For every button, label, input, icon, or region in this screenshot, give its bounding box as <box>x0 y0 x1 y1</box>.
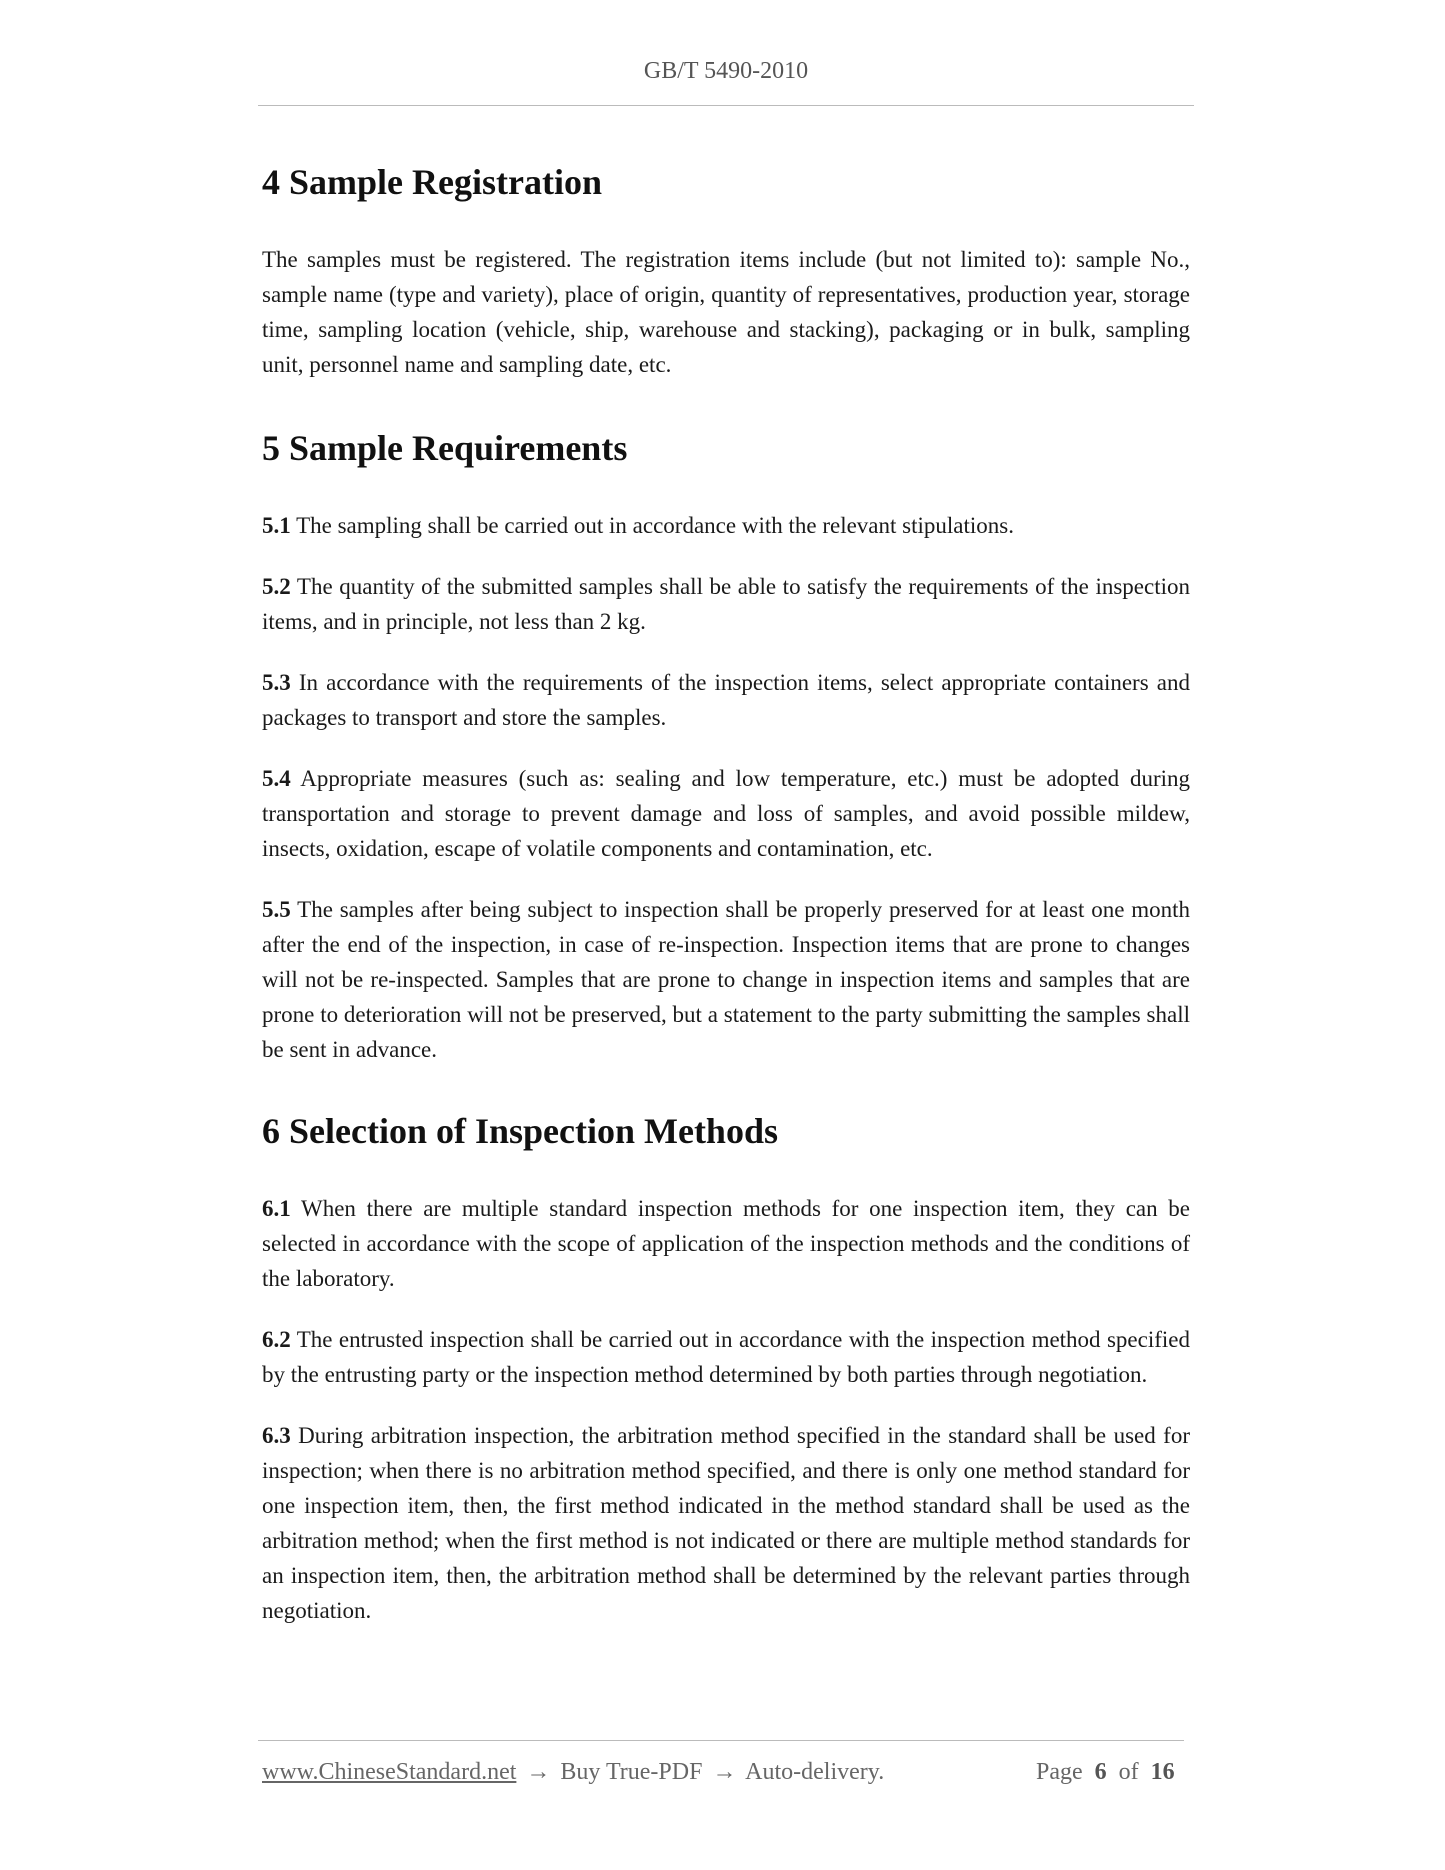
header-divider <box>258 105 1194 106</box>
arrow-right-icon: → <box>712 1759 737 1785</box>
buy-pdf-text: Buy True-PDF <box>560 1759 703 1785</box>
clause-text: When there are multiple standard inspection methods for one inspection item, they can be selected in accordance with the scope of application of the inspection methods and the conditions of the laboratory. <box>262 1196 1190 1291</box>
clause-number: 6.1 <box>262 1196 291 1221</box>
section-4-body: The samples must be registered. The registration items include (but not limited to): sample No., sample name (type and variety), place of origin, quantity of representatives, production year, storage time, sampling location (vehicle, ship, warehouse and stacking), packaging or in bulk, sampling unit, personnel name and sampling date, etc. <box>262 247 1190 377</box>
footer-links <box>262 1759 884 1786</box>
clause-5-2 <box>262 569 1190 639</box>
clause-text: The samples after being subject to inspection shall be properly preserved for at least one month after the end of the inspection, in case of re-inspection. Inspection items that are prone to changes will not be re-inspected. Samples that are prone to change in inspection items and samples that are prone to deterioration will not be preserved, but a statement to the party submitting the samples shall be sent in advance. <box>262 897 1190 1062</box>
clause-5-3 <box>262 665 1190 735</box>
clause-6-1 <box>262 1191 1190 1296</box>
clause-number: 5.4 <box>262 766 291 791</box>
page-content <box>262 158 1190 1654</box>
section-5-heading: 5 Sample Requirements <box>262 428 628 468</box>
page-indicator <box>1036 1759 1181 1786</box>
footer-divider <box>258 1740 1184 1741</box>
document-header: GB/T 5490-2010 <box>643 58 809 84</box>
clause-5-5 <box>262 892 1190 1067</box>
page-label: Page <box>1036 1759 1083 1785</box>
clause-text: The entrusted inspection shall be carried out in accordance with the inspection method specified by the entrusting party or the inspection method determined by both parties through negotiation. <box>262 1327 1190 1387</box>
arrow-right-icon: → <box>526 1759 551 1785</box>
clause-text: The quantity of the submitted samples shall be able to satisfy the requirements of the inspection items, and in principle, not less than 2 kg. <box>262 574 1190 634</box>
clause-5-4 <box>262 761 1190 866</box>
clause-number: 5.3 <box>262 670 291 695</box>
page-of-label: of <box>1118 1759 1139 1785</box>
clause-text: In accordance with the requirements of the inspection items, select appropriate containers and packages to transport and store the samples. <box>262 670 1190 730</box>
website-link[interactable]: www.ChineseStandard.net <box>262 1759 517 1785</box>
clause-6-2 <box>262 1322 1190 1392</box>
clause-number: 6.3 <box>262 1423 291 1448</box>
clause-number: 5.1 <box>262 513 291 538</box>
clause-5-1 <box>262 508 1190 543</box>
current-page-number: 6 <box>1094 1759 1107 1785</box>
clause-number: 6.2 <box>262 1327 291 1352</box>
auto-delivery-text: Auto-delivery. <box>745 1759 885 1785</box>
clause-number: 5.2 <box>262 574 291 599</box>
section-4-heading: 4 Sample Registration <box>262 162 602 202</box>
clause-text: The sampling shall be carried out in accordance with the relevant stipulations. <box>290 513 1014 538</box>
clause-text: During arbitration inspection, the arbitration method specified in the standard shall be used for inspection; when there is no arbitration method specified, and there is only one method standard for one inspection item, then, the first method indicated in the method standard shall be used as the arbitration method; when the first method is not indicated or there are multiple method standards for an inspection item, then, the arbitration method shall be determined by the relevant parties through negotiation. <box>262 1423 1190 1623</box>
clause-number: 5.5 <box>262 897 291 922</box>
section-6-heading: 6 Selection of Inspection Methods <box>262 1111 778 1151</box>
total-pages-number: 16 <box>1150 1759 1175 1785</box>
clause-text: Appropriate measures (such as: sealing and low temperature, etc.) must be adopted during transportation and storage to prevent damage and loss of samples, and avoid possible mildew, insects, oxidation, escape of volatile components and contamination, etc. <box>262 766 1190 861</box>
clause-6-3 <box>262 1418 1190 1628</box>
